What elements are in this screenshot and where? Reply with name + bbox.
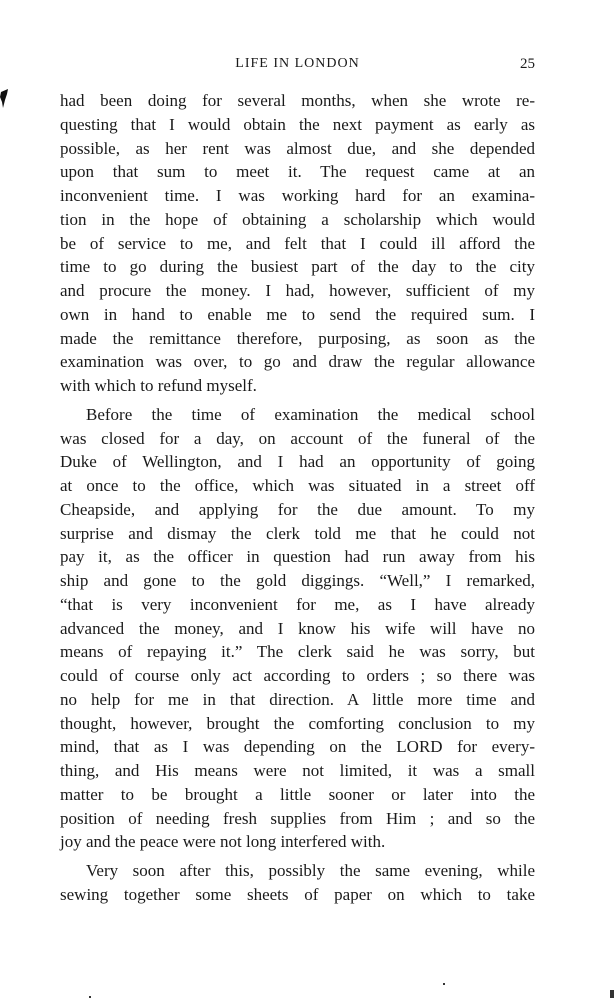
text-line: thing, and His means were not limited, it was a small [60,761,535,780]
text-line: Before the time of examination the medical school [86,404,535,424]
text-line: inconvenient time. I was working hard for an examina- [60,186,535,205]
text-line: pay it, as the officer in question had run away from his [60,547,535,567]
text-line: had been doing for several months, when she wrote re- [60,91,535,110]
margin-ink-mark-icon [0,88,9,110]
text-line: matter to be brought a little sooner or later into the [60,784,535,804]
text-line: examination was over, to go and draw the regular allowance [60,352,535,372]
text-line: ship and gone to the gold diggings. “Well,” I remarked, [60,571,535,590]
text-line: tion in the hope of obtaining a scholarship which would [60,209,535,229]
text-line: Very soon after this, possibly the same evening, while [86,861,535,880]
text-line: upon that sum to meet it. The request came at an [60,162,535,182]
text-line: Duke of Wellington, and I had an opportunity of going [60,452,535,472]
text-line: was closed for a day, on account of the funeral of the [60,428,535,448]
text-line: mind, that as I was depending on the LORD for every- [60,737,535,757]
text-line: Cheapside, and applying for the due amount. To my [60,499,535,519]
running-title: LIFE IN LONDON [235,56,360,71]
text-line: own in hand to enable me to send the required sum. I [60,304,535,324]
text-line: be of service to me, and felt that I could ill afford the [60,233,535,253]
text-line: at once to the office, which was situated in a street off [60,476,535,495]
text-line: surprise and dismay the clerk told me that he could not [60,523,535,543]
paragraph [60,859,535,907]
paragraph [60,403,535,854]
text-line: advanced the money, and I know his wife will have no [60,618,535,638]
text-line: made the remittance therefore, purposing, as soon as the [60,328,535,348]
text-line: means of repaying it.” The clerk said he was sorry, but [60,642,535,662]
text-line: position of needing fresh supplies from Him ; and so the [60,808,535,828]
page-body [60,89,535,907]
scan-speck [89,996,91,998]
text-line: sewing together some sheets of paper on which to take [60,884,535,904]
text-line: joy and the peace were not long interfered with. [60,832,386,852]
text-line: thought, however, brought the comforting conclusion to my [60,713,535,733]
paragraph [60,89,535,398]
text-line: possible, as her rent was almost due, and she depended [60,138,535,158]
scan-speck [443,983,445,985]
running-header [60,56,535,78]
page-number: 25 [520,56,535,72]
text-line: and procure the money. I had, however, sufficient of my [60,281,535,300]
text-line: with which to refund myself. [60,376,257,395]
text-line: questing that I would obtain the next payment as early as [60,114,535,134]
text-line: could of course only act according to orders ; so there was [60,666,535,685]
scan-speck [610,990,614,998]
text-line: “that is very inconvenient for me, as I have already [60,594,535,614]
text-line: no help for me in that direction. A little more time and [60,689,535,709]
text-line: time to go during the busiest part of the day to the city [60,257,535,277]
